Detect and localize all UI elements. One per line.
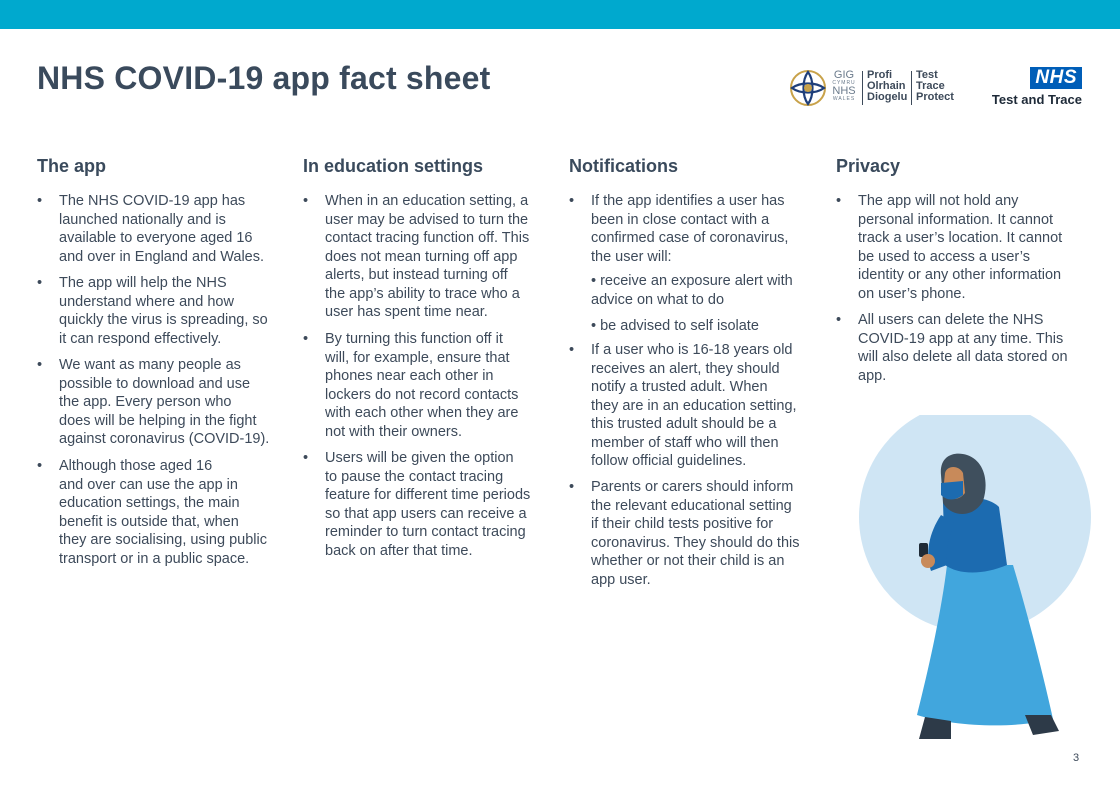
text-line: user has spent time near. xyxy=(325,304,488,320)
text-line: If a user who is 16-18 years old xyxy=(591,342,793,358)
text-line: they are in an education setting, xyxy=(591,397,797,414)
gig-cymru-nhs-wales-wordmark xyxy=(830,70,858,102)
bullet-icon: • xyxy=(569,342,575,358)
page-title: NHS COVID-19 app fact sheet xyxy=(37,60,491,96)
list-item xyxy=(569,192,789,266)
list-item xyxy=(37,274,268,348)
text-line: app user. xyxy=(591,571,651,588)
bullet-icon: • xyxy=(37,193,43,209)
column-the-app xyxy=(37,156,287,567)
text-line: and over in England and Wales. xyxy=(59,248,265,265)
text-line: they are socialising, using public xyxy=(59,532,267,548)
text-line: receives an alert, they should xyxy=(591,360,780,377)
text-line: does not mean turning off app xyxy=(325,248,518,265)
face-mask-icon xyxy=(941,481,963,500)
sub-item-exposure-alert xyxy=(591,272,793,309)
text-line: • receive an exposure alert with xyxy=(591,273,793,289)
text-line: reminder to turn contact tracing xyxy=(325,524,526,540)
list-item xyxy=(303,449,531,560)
bullet-icon: • xyxy=(37,275,43,291)
hand-shape xyxy=(921,554,935,568)
text-line: education settings, the main xyxy=(59,495,240,511)
text-line: will also delete all data stored on xyxy=(858,349,1068,365)
text-line: benefit is outside that, when xyxy=(59,513,239,530)
text-line: follow official guidelines. xyxy=(591,453,747,469)
text-line: quickly the virus is spreading, so xyxy=(59,312,268,328)
column-privacy xyxy=(836,156,1091,384)
shoe-right xyxy=(1025,715,1059,735)
shoe-left xyxy=(919,717,951,739)
text-line: Users will be given the option xyxy=(325,450,514,466)
text-line: The NHS COVID-19 app has xyxy=(59,193,246,209)
list-item xyxy=(303,192,530,322)
bullet-icon: • xyxy=(569,479,575,495)
text-line: the app’s ability to trace who a xyxy=(325,285,520,302)
text-line: personal information. It cannot xyxy=(858,211,1054,228)
text-line: launched nationally and is xyxy=(59,211,226,228)
text-line: it can respond effectively. xyxy=(59,330,222,347)
logo-divider xyxy=(862,71,863,105)
text-line: does will be helping in the fight xyxy=(59,412,257,429)
text-line: When in an education setting, a xyxy=(325,193,529,209)
text-line: advice on what to do xyxy=(591,291,725,308)
text-line: this trusted adult should be a xyxy=(591,416,777,432)
english-slogan-line-1: Test xyxy=(916,69,938,81)
welsh-slogan-line-1: Profi xyxy=(867,69,893,81)
text-line: so that app users can receive a xyxy=(325,505,527,522)
text-line: app. xyxy=(858,367,887,384)
bullet-icon: • xyxy=(836,312,842,328)
text-line: and over can use the app in xyxy=(59,476,238,493)
cymru-word: CYMRU xyxy=(832,80,856,86)
text-line: lockers do not record contacts xyxy=(325,386,519,403)
text-line: the relevant educational setting xyxy=(591,497,792,514)
bullet-icon: • xyxy=(303,450,309,466)
bullet-icon: • xyxy=(37,458,43,474)
text-line: been in close contact with a xyxy=(591,211,770,228)
text-line: transport or in a public space. xyxy=(59,550,250,567)
text-line: if their child tests positive for xyxy=(591,516,774,532)
column-education-settings xyxy=(303,156,558,559)
logo-divider xyxy=(911,71,912,105)
nhs-wales-emblem-icon xyxy=(788,68,828,108)
welsh-slogan xyxy=(867,70,907,103)
top-banner-bar xyxy=(0,0,1120,29)
heading-privacy: Privacy xyxy=(836,156,901,176)
english-slogan-line-3: Protect xyxy=(916,91,954,103)
text-line: whether or not their child is an xyxy=(591,553,785,569)
text-line: By turning this function off it xyxy=(325,331,503,347)
text-line: the app. Every person who xyxy=(59,394,232,410)
text-line: be used to access a user’s xyxy=(858,248,1030,265)
text-line: will, for example, ensure that xyxy=(325,349,510,366)
text-line: All users can delete the NHS xyxy=(858,312,1044,328)
text-line: phones near each other in xyxy=(325,368,494,384)
text-line: the user will: xyxy=(591,248,672,265)
english-slogan xyxy=(916,70,954,103)
nhs-test-and-trace-logo xyxy=(984,67,1084,111)
bullet-icon: • xyxy=(37,357,43,373)
bullet-icon: • xyxy=(303,331,309,347)
text-line: Parents or carers should inform xyxy=(591,479,794,495)
bullet-icon: • xyxy=(569,193,575,209)
heading-education-settings: In education settings xyxy=(303,156,484,176)
text-line: possible to download and use xyxy=(59,375,251,392)
list-item xyxy=(836,311,1068,385)
text-line: The app will help the NHS xyxy=(59,275,227,291)
welsh-slogan-line-2: Olrhain xyxy=(867,80,906,92)
page-number: 3 xyxy=(1073,752,1080,764)
text-line: notify a trusted adult. When xyxy=(591,379,768,395)
text-line: track a user’s location. It cannot xyxy=(858,230,1063,246)
woman-with-phone-illustration xyxy=(855,415,1095,745)
nhs-wales-test-trace-protect-logo xyxy=(788,68,958,108)
text-line: Although those aged 16 xyxy=(59,458,213,474)
list-item xyxy=(569,341,797,471)
text-line: on user’s phone. xyxy=(858,285,966,302)
text-line: coronavirus. They should do this xyxy=(591,534,800,551)
english-slogan-line-2: Trace xyxy=(916,80,945,92)
nhs-word: NHS xyxy=(832,85,856,97)
sub-item-self-isolate xyxy=(591,317,759,336)
welsh-slogan-line-3: Diogelu xyxy=(867,91,908,103)
text-line: The app will not hold any xyxy=(858,193,1019,209)
bullet-icon: • xyxy=(836,193,842,209)
bullet-icon: • xyxy=(303,193,309,209)
text-line: against coronavirus (COVID-19). xyxy=(59,431,270,447)
list-item xyxy=(836,192,1063,303)
text-line: • be advised to self isolate xyxy=(591,318,759,334)
text-line: with each other when they are xyxy=(325,405,519,421)
list-item xyxy=(569,478,800,589)
list-item xyxy=(37,192,265,266)
text-line: available to everyone aged 16 xyxy=(59,230,253,246)
text-line: COVID-19 app at any time. This xyxy=(858,330,1064,347)
text-line: If the app identifies a user has xyxy=(591,193,785,209)
test-and-trace-label: Test and Trace xyxy=(991,92,1082,107)
list-item xyxy=(37,356,270,449)
heading-the-app: The app xyxy=(37,156,107,176)
wales-word: WALES xyxy=(832,96,856,102)
text-line: feature for different time periods xyxy=(325,487,531,503)
text-line: We want as many people as xyxy=(59,357,241,373)
text-line: back on after that time. xyxy=(325,542,473,559)
text-line: to pause the contact tracing xyxy=(325,468,504,485)
column-notifications xyxy=(569,156,824,588)
list-item xyxy=(37,457,267,568)
text-line: member of staff who will then xyxy=(591,434,779,451)
text-line: user may be advised to turn the xyxy=(325,211,529,228)
text-line: confirmed case of coronavirus, xyxy=(591,230,789,246)
nhs-badge: NHS xyxy=(1030,67,1082,89)
gig-word: GIG xyxy=(833,69,855,81)
text-line: identity or any other information xyxy=(858,267,1062,283)
list-item xyxy=(303,330,519,441)
text-line: not with their owners. xyxy=(325,423,463,440)
text-line: understand where and how xyxy=(59,293,234,310)
text-line: contact tracing function off. This xyxy=(325,230,530,246)
heading-notifications: Notifications xyxy=(569,156,679,176)
text-line: alerts, but instead turning off xyxy=(325,267,508,283)
